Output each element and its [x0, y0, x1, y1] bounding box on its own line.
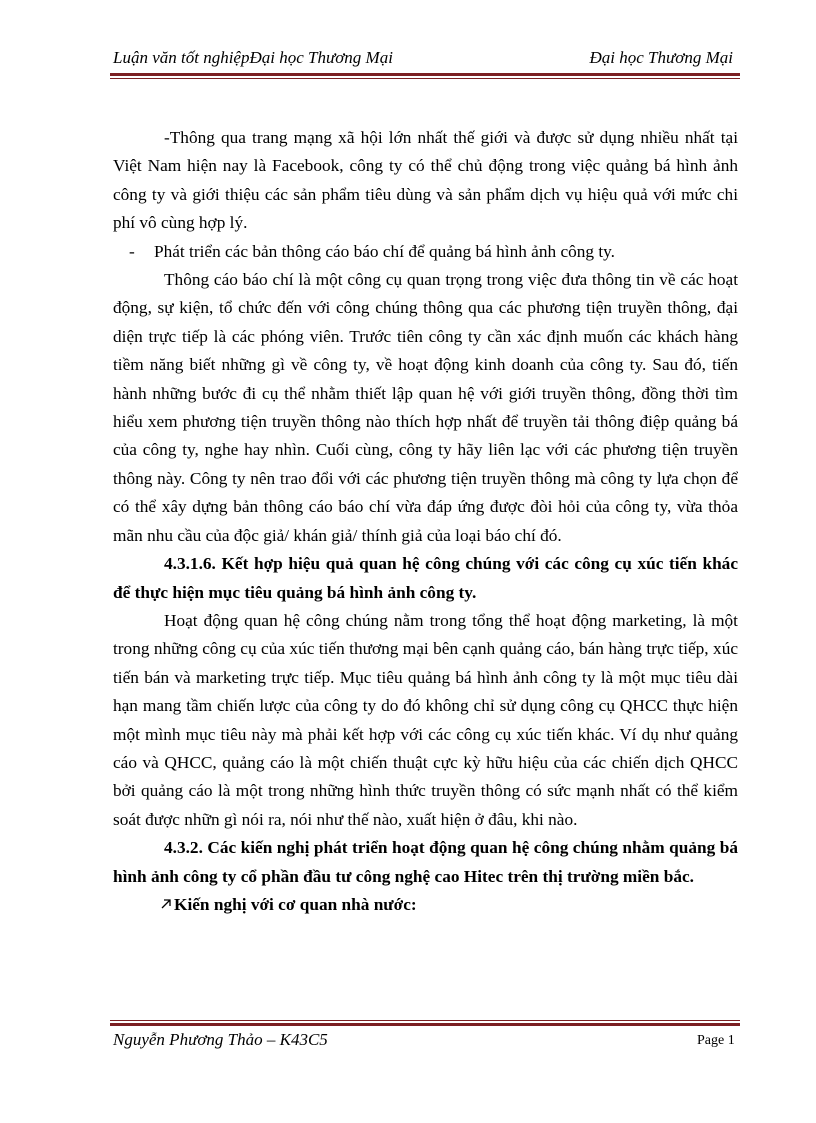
page-header	[113, 46, 737, 72]
header-rule-thin	[110, 78, 740, 79]
footer-rule-thick	[110, 1023, 740, 1026]
heading-4-3-1-6: 4.3.1.6. Kết hợp hiệu quả quan hệ công chúng với các công cụ xúc tiến khác để thực hiện mục tiêu quảng bá hình ảnh công ty.	[113, 554, 738, 602]
paragraph-press-release: Thông cáo báo chí là một công cụ quan trọng trong việc đưa thông tin về các hoạt động, sự kiện, tổ chức đến với công chúng thông qua các phương tiện truyền thông, đại diện trực tiếp là các phóng viên. Trước tiên công ty cần xác định muốn các khách hàng tiềm năng biết những gì về công ty, về hoạt động kinh doanh của công ty. Sau đó, tiến hành những bước đi cụ thể nhằm thiết lập quan hệ với giới truyền thông, đồng thời tìm hiểu xem phương tiện truyền thông nào thích hợp nhất để truyền tải thông điệp quảng bá của công ty, nghe hay nhìn. Cuối cùng, công ty hãy liên lạc với các phương tiện truyền thông này. Công ty nên trao đổi với các phương tiện truyền thông mà công ty lựa chọn để có thể xây dựng bản thông cáo báo chí vừa đáp ứng được đòi hỏi của công ty, vừa thỏa mãn nhu cầu của độc giả/ khán giả/ thính giả của loại báo chí đó.	[113, 270, 738, 545]
bullet-press-release	[113, 238, 738, 266]
header-right-title: Đại học Thương Mại	[589, 48, 733, 67]
paragraph-pr-activities: Hoạt động quan hệ công chúng nằm trong tổng thể hoạt động marketing, là một trong những công cụ của xúc tiến thương mại bên cạnh quảng cáo, bán hàng trực tiếp, xúc tiến bán và marketing trực tiếp. Mục tiêu quảng bá hình ảnh công ty là một mục tiêu dài hạn mang tầm chiến lược của công ty do đó không chỉ sử dụng công cụ QHCC thực hiện một mình mục tiêu này mà phải kết hợp với các công cụ xúc tiến khác. Ví dụ như quảng cáo và QHCC, quảng cáo là một chiến thuật cực kỳ hữu hiệu của các chiến dịch QHCC bởi quảng cáo là một trong những hình thức truyền thông có sức mạnh nhất có thể kiểm soát được nhữn gì nói ra, nói như thế nào, xuất hiện ở đâu, khi nào.	[113, 610, 738, 829]
bullet-text: Phát triển các bản thông cáo báo chí để quảng bá hình ảnh công ty.	[154, 241, 616, 261]
header-left-title: Luận văn tốt nghiệpĐại học Thương Mại	[113, 48, 393, 67]
page-number: Page 1	[697, 1033, 735, 1048]
dash-marker: -	[129, 241, 135, 261]
heading-recommendation	[113, 891, 738, 919]
arrow-bullet-icon	[160, 891, 174, 919]
footer-author: Nguyễn Phương Thảo – K43C5	[113, 1030, 328, 1049]
footer-rule-thin	[110, 1020, 740, 1021]
paragraph-facebook: -Thông qua trang mạng xã hội lớn nhất thế giới và được sử dụng nhiều nhất tại Việt Nam hiện nay là Facebook, công ty có thể chủ động trong việc quảng bá hình ảnh công ty và giới thiệu các sản phẩm tiêu dùng và sản phẩm dịch vụ hiệu quả với mức chi phí vô cùng hợp lý.	[113, 128, 738, 233]
document-body	[113, 124, 738, 919]
heading-4-3-2: 4.3.2. Các kiến nghị phát triển hoạt động quan hệ công chúng nhằm quảng bá hình ảnh công ty cổ phần đầu tư công nghệ cao Hitec trên thị trường miền bắc.	[113, 838, 738, 886]
heading-recommendation-text: Kiến nghị với cơ quan nhà nước:	[174, 894, 417, 914]
header-rule-thick	[110, 73, 740, 76]
